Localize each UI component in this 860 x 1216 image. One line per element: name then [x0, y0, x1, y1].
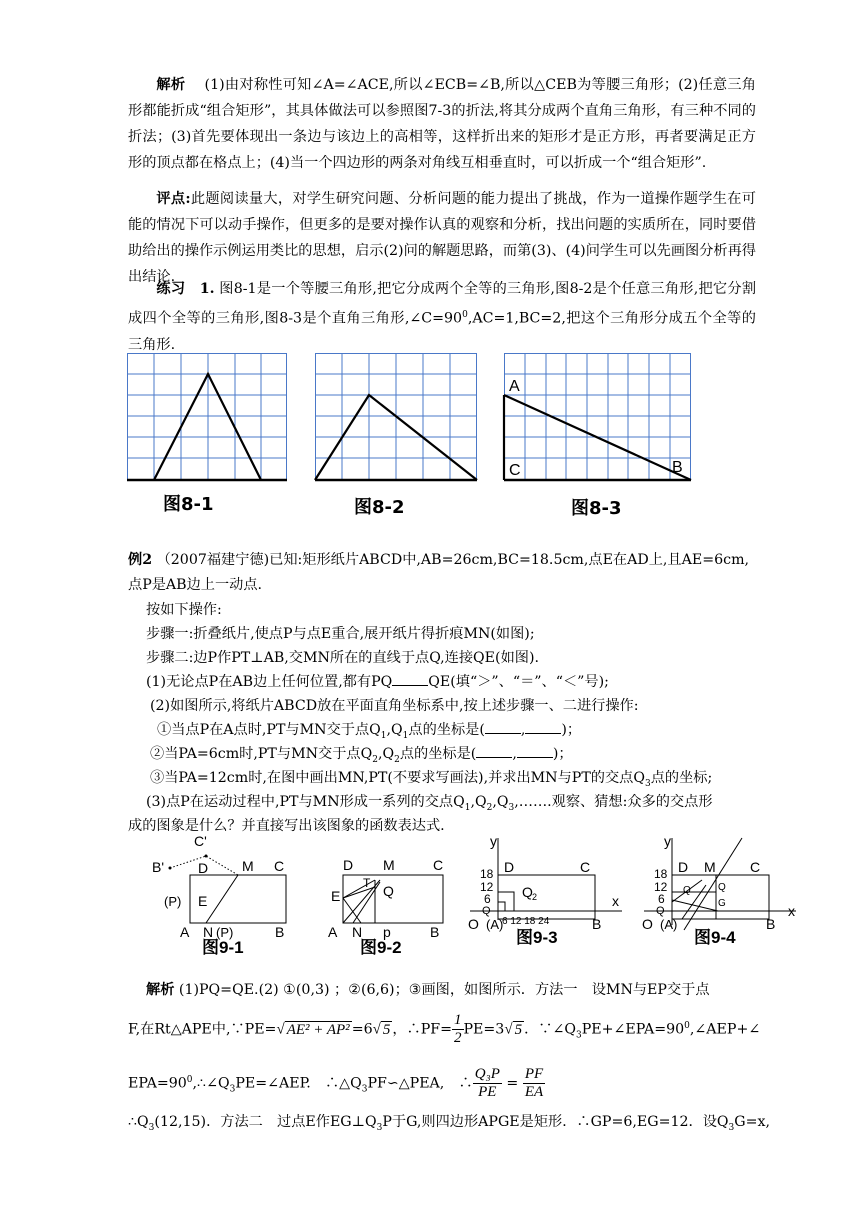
q3-c: ,Q	[492, 794, 509, 810]
sol2-g: ．∵∠Q	[524, 1021, 576, 1038]
q2-2-blank-y[interactable]	[517, 757, 553, 758]
sol2-i: ,∠AEP+∠	[689, 1021, 761, 1038]
degree-sup: 0	[462, 310, 468, 320]
label-A2: A	[328, 924, 338, 940]
analysis-label: 解析	[156, 77, 186, 93]
solution-line3: $EPA=90^0,\therefore\angle Q_3PE=\angle AEP$. $\therefore\triangle Q_3PF∽\triangle PEA$, ∴ $\frac{\text{Q₃P}}{PE}$ = $\frac{PF}{EA}$	[128, 1066, 544, 1101]
label-E2: E	[331, 888, 341, 904]
sol2-d: ，∴PF=	[392, 1021, 452, 1038]
example2-line4: 步骤一:折叠纸片,使点P与点E重合,展开纸片得折痕MN(如图);	[146, 626, 535, 642]
sol3-b: ,∴∠Q	[192, 1075, 230, 1092]
label-E: E	[198, 893, 208, 909]
solution-line2	[128, 1008, 768, 1047]
solution-text-1: (1)PQ=QE.(2) ①(0,3) ；②(6,6)；③画图，如图所示．方法一 设MN与EP交于点	[178, 982, 710, 998]
sqrt5: √ 5	[372, 1021, 391, 1038]
label-D4: D	[678, 859, 689, 875]
example2-text-1: （2007福建宁德)已知:矩形纸片ABCD中,AB=26cm,BC=18.5cm,点E在AD上,且AE=6cm,	[156, 552, 750, 568]
analysis-text: (1)由对称性可知∠A=∠ACE,所以∠ECB=∠B,所以△CEB为等腰三角形；(2)任意三角形都能折成“组合矩形”，其具体做法可以参照图7-3的折法,将其分成两个直角三角形，有三种不同的折法；(3)首先要体现出一条边与该边上的高相等，这样折出来的矩形才是正方形，再者要满足正方形的顶点都在格点上；(4)当一个四边形的两条对角线互相垂直时，可以折成一个“组合矩形”.	[128, 77, 756, 171]
radicand-5b: 5	[514, 1021, 523, 1038]
sub-q3: 3	[508, 802, 515, 813]
label-B4: B	[766, 916, 776, 932]
label-Q2-4: Q	[683, 885, 691, 896]
label-C3: C	[580, 859, 591, 875]
sqrt5-b: √ 5	[504, 1021, 523, 1038]
sol4-b: (12,15)．方法二 过点E作EG⊥Q	[154, 1114, 377, 1130]
example2-line12: 成的图象是什么？并直接写出该图象的函数表达式.	[128, 818, 445, 834]
label-O: O	[468, 916, 479, 932]
tick-12: 12	[480, 880, 494, 894]
q2-2-blank-x[interactable]	[476, 757, 512, 758]
label-M: M	[242, 858, 254, 874]
fraction-pf-ea	[523, 1066, 545, 1101]
label-C9: C	[274, 858, 285, 874]
q2-1-d: ,	[520, 722, 526, 738]
figure-9-2-caption: 图9-2	[360, 938, 402, 957]
sol3-a: EPA=90	[128, 1075, 187, 1092]
q2-1-b: ,Q	[386, 722, 403, 738]
label-Q2: Q	[522, 884, 533, 900]
q2-1-blank-y[interactable]	[525, 733, 561, 734]
figure-9-4	[636, 830, 801, 955]
figure-8-3	[504, 353, 691, 483]
label-N: N	[203, 924, 214, 940]
figure-9-3	[462, 830, 627, 955]
frac2-den: PE	[478, 1084, 497, 1101]
label-D2: D	[343, 857, 354, 873]
label-O4: O	[642, 916, 653, 932]
q2-2-c: 点的坐标是(	[399, 746, 477, 762]
sol4-c: P于G,则四边形APGE是矩形．∴GP=6,EG=12．设Q	[382, 1114, 729, 1130]
figure-9-3-caption: 图9-3	[516, 928, 558, 947]
axis-x4: x	[788, 903, 795, 919]
example2-line7: (2)如图所示,将纸片ABCD放在平面直角坐标系中,按上述步骤一、二进行操作:	[150, 698, 639, 714]
label-C4: C	[750, 859, 761, 875]
label-B2: B	[430, 924, 440, 940]
figure-9-1-caption: 图9-1	[202, 938, 244, 957]
sol3-c: PE=∠AEP. ∴△Q	[235, 1075, 362, 1092]
q2-1-c: 点的坐标是(	[408, 722, 485, 738]
figure-8-3-caption: 图8-3	[571, 498, 622, 519]
sol2-e: PE=3	[463, 1021, 505, 1038]
solution-line4	[128, 1110, 771, 1140]
q2-2-a: ②当PA=6cm时,PT与MN交于点Q	[150, 746, 373, 762]
sub-3e: 3	[376, 1122, 383, 1133]
label-B: B	[672, 459, 683, 476]
label-Ap: (A)	[486, 917, 504, 932]
sol2-h: PE+∠EPA=90	[581, 1021, 685, 1038]
label-Ap4: (A)	[660, 917, 678, 932]
x-ticks: 6 12 18 24	[502, 916, 550, 927]
label-Q3-4: Q	[718, 882, 726, 893]
sub-3b: 3	[229, 1084, 236, 1095]
figure-8-2-caption: 图8-2	[354, 497, 405, 518]
radicand: AE² + AP²	[286, 1021, 350, 1038]
sub-3d: 3	[148, 1122, 155, 1133]
sol2-a: F,在Rt△APE中,∵PE=	[128, 1021, 277, 1038]
sub-3a: 3	[575, 1030, 582, 1041]
sol4-a: ∴Q	[128, 1114, 149, 1130]
tick-12-4: 12	[654, 880, 668, 894]
sub-3f: 3	[728, 1122, 735, 1133]
figure-9-4-caption: 图9-4	[694, 928, 736, 947]
sqrt-expr: √ AE² + AP²	[276, 1021, 350, 1038]
exercise-paragraph	[128, 276, 756, 358]
sub-1: 1	[380, 730, 387, 741]
sub-3: 3	[645, 778, 651, 789]
axis-y: y	[490, 833, 497, 849]
q2-2-b: ,Q	[377, 746, 395, 762]
axis-y4: y	[664, 833, 671, 849]
q2-2-d: ,	[512, 746, 517, 762]
label-Q1-4: Q	[656, 905, 665, 917]
label-D: D	[198, 860, 209, 876]
q2-2-e: )；	[552, 746, 573, 762]
label-p: p	[383, 924, 391, 940]
label-B3: B	[592, 916, 602, 932]
sub-q1: 1	[464, 802, 471, 813]
label-P: (P)	[164, 894, 182, 909]
frac2-num: Q₃P	[474, 1066, 500, 1083]
tick-6: 6	[484, 892, 491, 906]
exercise-text-b: ,AC=1,BC=2,把这个三角形分成五个全等的三角形.	[128, 310, 756, 353]
figure-8-1-caption: 图8-1	[163, 494, 214, 515]
sub-2: 2	[372, 754, 378, 765]
example2-line1	[128, 548, 768, 572]
comment-text: 此题阅读量大，对学生研究问题、分析问题的能力提出了挑战，作为一道操作题学生在可能的情况下可以动手操作，但更多的是要对操作认真的观察和分析，找出问题的实质所在，同时要借助给出的操作示例运用类比的思想，启示(2)问的解题思路，而第(3)、(4)问学生可以先画图分析再得出结论.	[128, 191, 756, 285]
q3-a: (3)点P在运动过程中,PT与MN形成一系列的交点Q	[146, 794, 465, 810]
half-den: 2	[454, 1030, 462, 1047]
figure-8-2	[315, 353, 477, 483]
label-C: C	[509, 462, 521, 479]
frac3-den: EA	[524, 1084, 544, 1101]
q1-text-a: (1)无论点P在AB边上任何位置,都有PQ	[146, 674, 393, 690]
exercise-label: 练习 1.	[156, 281, 215, 297]
q2-3-b: 点的坐标;	[650, 770, 713, 786]
solution-line1	[146, 978, 786, 1002]
label-P2: (P)	[216, 925, 234, 940]
label-D3: D	[504, 859, 515, 875]
q2-1-a: ①当点P在A点时,PT与MN交于点Q	[157, 722, 381, 738]
label-Bp: B'	[152, 859, 165, 875]
tick-6-4: 6	[658, 892, 665, 906]
label-T: T	[363, 876, 371, 890]
label-Q: Q	[383, 883, 394, 899]
analysis-paragraph-1	[128, 72, 756, 176]
tick-18-4: 18	[654, 867, 668, 881]
sub-1b: 1	[402, 730, 409, 741]
radicand-5: 5	[382, 1021, 391, 1038]
example2-line6	[146, 670, 786, 694]
example2-label: 例2	[128, 552, 153, 568]
sol3-d: PF∽△PEA, ∴	[367, 1075, 473, 1092]
comment-paragraph	[128, 186, 756, 290]
label-G: G	[718, 898, 726, 909]
tick-18: 18	[480, 867, 494, 881]
q1-blank[interactable]	[392, 685, 428, 686]
q3-b: ,Q	[470, 794, 487, 810]
sub-q2: 2	[486, 802, 493, 813]
label-M4: M	[704, 859, 716, 875]
q3-d: ,…….观察、猜想:众多的交点形	[514, 794, 713, 810]
q1-text-b: QE(填“＞”、“＝”、“＜”号);	[428, 674, 609, 690]
sol4-d: G=x,	[734, 1114, 771, 1130]
sol2-b: =6	[351, 1021, 373, 1038]
q2-3-a: ③当PA=12cm时,在图中画出MN,PT(不要求写画法),并求出MN与PT的交点Q	[150, 770, 645, 786]
label-A9: A	[180, 924, 190, 940]
half-num: 1	[454, 1012, 462, 1029]
label-N2: N	[352, 924, 363, 940]
example2-line2: 点P是AB边上一动点.	[128, 577, 263, 593]
figure-9-2	[325, 855, 455, 955]
sub-3c: 3	[361, 1084, 368, 1095]
example2-line3: 按如下操作:	[146, 602, 222, 618]
label-A: A	[509, 378, 520, 395]
deg-b: 0	[186, 1075, 193, 1085]
solution-label: 解析	[146, 982, 175, 998]
figure-8-1	[127, 353, 287, 483]
q2-1-blank-x[interactable]	[485, 733, 521, 734]
label-M2: M	[383, 857, 395, 873]
label-C2: C	[433, 857, 444, 873]
example2-line5: 步骤二:边P作PT⊥AB,交MN所在的直线于点Q,连接QE(如图).	[146, 650, 539, 666]
deg-a: 0	[684, 1021, 690, 1031]
axis-x: x	[612, 893, 619, 909]
sub-2b: 2	[394, 754, 400, 765]
fraction-q3p-pe	[473, 1066, 502, 1101]
label-Q2-sub: 2	[532, 892, 538, 902]
frac3-num: PF	[524, 1066, 544, 1083]
fraction-half	[452, 1012, 464, 1047]
q2-1-e: )；	[561, 722, 582, 738]
exercise-text-a: 图8-1是一个等腰三角形,把它分成两个全等的三角形,图8-2是个任意三角形,把它分割成四个全等的三角形,图8-3是个直角三角形,∠C=90	[128, 281, 757, 327]
label-B9: B	[275, 924, 285, 940]
label-Cp: C'	[194, 833, 207, 849]
comment-label: 评点:	[156, 191, 191, 207]
figure-9-1	[150, 830, 300, 955]
label-Q1: Q	[482, 905, 491, 917]
